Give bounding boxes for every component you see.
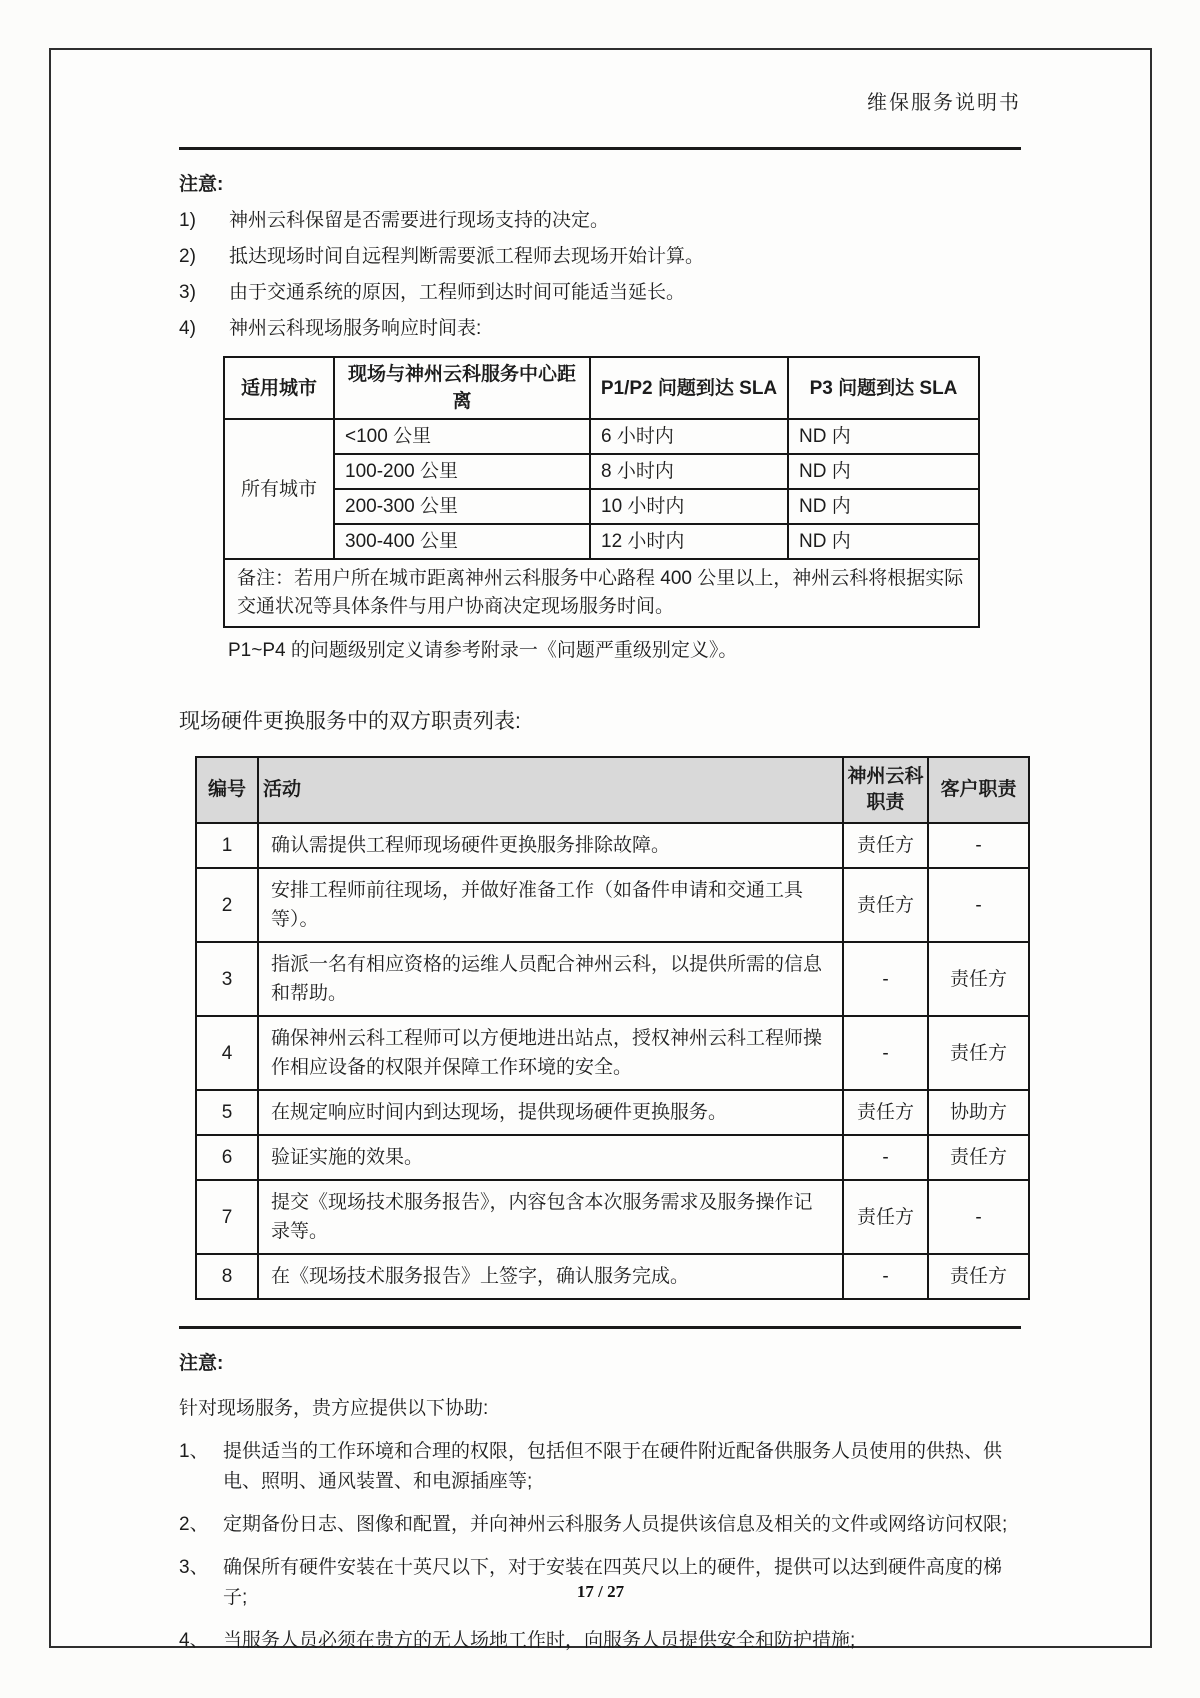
list-item-text: 由于交通系统的原因，工程师到达时间可能适当延长。: [229, 282, 686, 303]
page-content: [179, 86, 1021, 1656]
notice1-list: [179, 208, 1021, 342]
cell-vendor: 责任方: [843, 823, 928, 868]
table-remark-row: [224, 559, 979, 627]
list-item-number: 4、: [179, 1630, 209, 1651]
list-item: [179, 244, 1021, 270]
cell-customer: 责任方: [928, 1135, 1029, 1180]
cell-vendor: -: [843, 1016, 928, 1090]
cell-p1p2-sla: 6 小时内: [590, 419, 788, 454]
table-row: [196, 1254, 1029, 1299]
header-cell-number: 编号: [196, 757, 258, 823]
list-item-text: 当服务人员必须在贵方的无人场地工作时，向服务人员提供安全和防护措施;: [223, 1630, 856, 1651]
table-row: [224, 489, 979, 524]
responsibilities-table: [195, 756, 1030, 1300]
list-item-text: 神州云科保留是否需要进行现场支持的决定。: [229, 210, 610, 231]
list-item: [179, 1626, 1021, 1656]
list-item-number: 2、: [179, 1514, 209, 1535]
table-row: [224, 524, 979, 559]
list-item: [179, 1437, 1021, 1497]
cell-activity: 安排工程师前往现场，并做好准备工作（如备件申请和交通工具等）。: [258, 868, 843, 942]
cell-customer: -: [928, 823, 1029, 868]
cell-number: 8: [196, 1254, 258, 1299]
list-item-number: 2): [179, 246, 196, 267]
cell-number: 1: [196, 823, 258, 868]
cell-vendor: 责任方: [843, 868, 928, 942]
header-cell-distance: 现场与神州云科服务中心距离: [334, 357, 590, 419]
cell-customer: 责任方: [928, 942, 1029, 1016]
list-item-text: 提供适当的工作环境和合理的权限，包括但不限于在硬件附近配备供服务人员使用的供热、供电、照明、通风装置、和电源插座等;: [223, 1441, 1003, 1492]
notice2-list: [179, 1437, 1021, 1656]
list-item: [179, 280, 1021, 306]
list-item-number: 3): [179, 282, 196, 303]
cell-number: 7: [196, 1180, 258, 1254]
table-header-row: [224, 357, 979, 419]
sla-response-time-table: [223, 356, 980, 628]
cell-activity: 确认需提供工程师现场硬件更换服务排除故障。: [258, 823, 843, 868]
notice2-intro: 针对现场服务，贵方应提供以下协助:: [179, 1398, 489, 1419]
cell-distance: 300-400 公里: [334, 524, 590, 559]
list-item-number: 1、: [179, 1441, 209, 1462]
page-frame: [49, 48, 1152, 1651]
cell-customer: -: [928, 868, 1029, 942]
header-cell-p3-sla: P3 问题到达 SLA: [788, 357, 979, 419]
header-cell-p1p2-sla: P1/P2 问题到达 SLA: [590, 357, 788, 419]
cell-number: 5: [196, 1090, 258, 1135]
table-row: [196, 942, 1029, 1016]
cell-p1p2-sla: 12 小时内: [590, 524, 788, 559]
list-item-number: 3、: [179, 1557, 209, 1578]
list-item: [179, 316, 1021, 342]
cell-activity: 提交《现场技术服务报告》，内容包含本次服务需求及服务操作记录等。: [258, 1180, 843, 1254]
cell-vendor: -: [843, 1254, 928, 1299]
cell-activity: 在《现场技术服务报告》上签字，确认服务完成。: [258, 1254, 843, 1299]
header-cell-vendor-responsibility: 神州云科职责: [843, 757, 928, 823]
cell-p3-sla: ND 内: [788, 419, 979, 454]
table-row: [196, 1180, 1029, 1254]
cell-city-group: 所有城市: [224, 419, 334, 559]
cell-p3-sla: ND 内: [788, 489, 979, 524]
cell-number: 3: [196, 942, 258, 1016]
cell-vendor: 责任方: [843, 1090, 928, 1135]
cell-p1p2-sla: 8 小时内: [590, 454, 788, 489]
notice2-label: 注意:: [179, 1353, 224, 1374]
p-level-note: P1~P4 的问题级别定义请参考附录一《问题严重级别定义》。: [228, 640, 738, 661]
cell-remark: 备注：若用户所在城市距离神州云科服务中心路程 400 公里以上，神州云科将根据实际交通状况等具体条件与用户协商决定现场服务时间。: [224, 559, 979, 627]
header-cell-customer-responsibility: 客户职责: [928, 757, 1029, 823]
header-cell-activity: 活动: [258, 757, 843, 823]
cell-distance: <100 公里: [334, 419, 590, 454]
list-item-text: 神州云科现场服务响应时间表:: [229, 318, 482, 339]
list-item-text: 定期备份日志、图像和配置，并向神州云科服务人员提供该信息及相关的文件或网络访问权限;: [223, 1514, 1008, 1535]
section-title: 现场硬件更换服务中的双方职责列表:: [179, 710, 521, 733]
cell-p3-sla: ND 内: [788, 454, 979, 489]
cell-vendor: -: [843, 942, 928, 1016]
cell-customer: -: [928, 1180, 1029, 1254]
header-divider-rule: [179, 147, 1021, 150]
notice1-label: 注意:: [179, 174, 224, 195]
cell-activity: 验证实施的效果。: [258, 1135, 843, 1180]
list-item-number: 4): [179, 318, 196, 339]
cell-number: 4: [196, 1016, 258, 1090]
cell-p1p2-sla: 10 小时内: [590, 489, 788, 524]
cell-distance: 100-200 公里: [334, 454, 590, 489]
table-row: [196, 868, 1029, 942]
cell-vendor: 责任方: [843, 1180, 928, 1254]
cell-vendor: -: [843, 1135, 928, 1180]
cell-activity: 在规定响应时间内到达现场，提供现场硬件更换服务。: [258, 1090, 843, 1135]
cell-customer: 责任方: [928, 1254, 1029, 1299]
list-item: [179, 1510, 1021, 1540]
list-item-text: 抵达现场时间自远程判断需要派工程师去现场开始计算。: [229, 246, 705, 267]
list-item-number: 1): [179, 210, 196, 231]
cell-customer: 责任方: [928, 1016, 1029, 1090]
table-row: [224, 419, 979, 454]
table-row: [224, 454, 979, 489]
table-header-row: [196, 757, 1029, 823]
cell-number: 6: [196, 1135, 258, 1180]
list-item: [179, 208, 1021, 234]
header-cell-city: 适用城市: [224, 357, 334, 419]
table-row: [196, 823, 1029, 868]
list-item-text: 确保所有硬件安装在十英尺以下，对于安装在四英尺以上的硬件，提供可以达到硬件高度的梯子;: [223, 1557, 1003, 1608]
cell-distance: 200-300 公里: [334, 489, 590, 524]
table-row: [196, 1090, 1029, 1135]
document-header-title: 维保服务说明书: [867, 92, 1021, 114]
cell-activity: 指派一名有相应资格的运维人员配合神州云科，以提供所需的信息和帮助。: [258, 942, 843, 1016]
page-number: 17 / 27: [576, 1582, 625, 1601]
cell-activity: 确保神州云科工程师可以方便地进出站点，授权神州云科工程师操作相应设备的权限并保障工作环境的安全。: [258, 1016, 843, 1090]
table-row: [196, 1016, 1029, 1090]
table-row: [196, 1135, 1029, 1180]
cell-number: 2: [196, 868, 258, 942]
cell-customer: 协助方: [928, 1090, 1029, 1135]
section-divider-rule: [179, 1326, 1021, 1329]
cell-p3-sla: ND 内: [788, 524, 979, 559]
